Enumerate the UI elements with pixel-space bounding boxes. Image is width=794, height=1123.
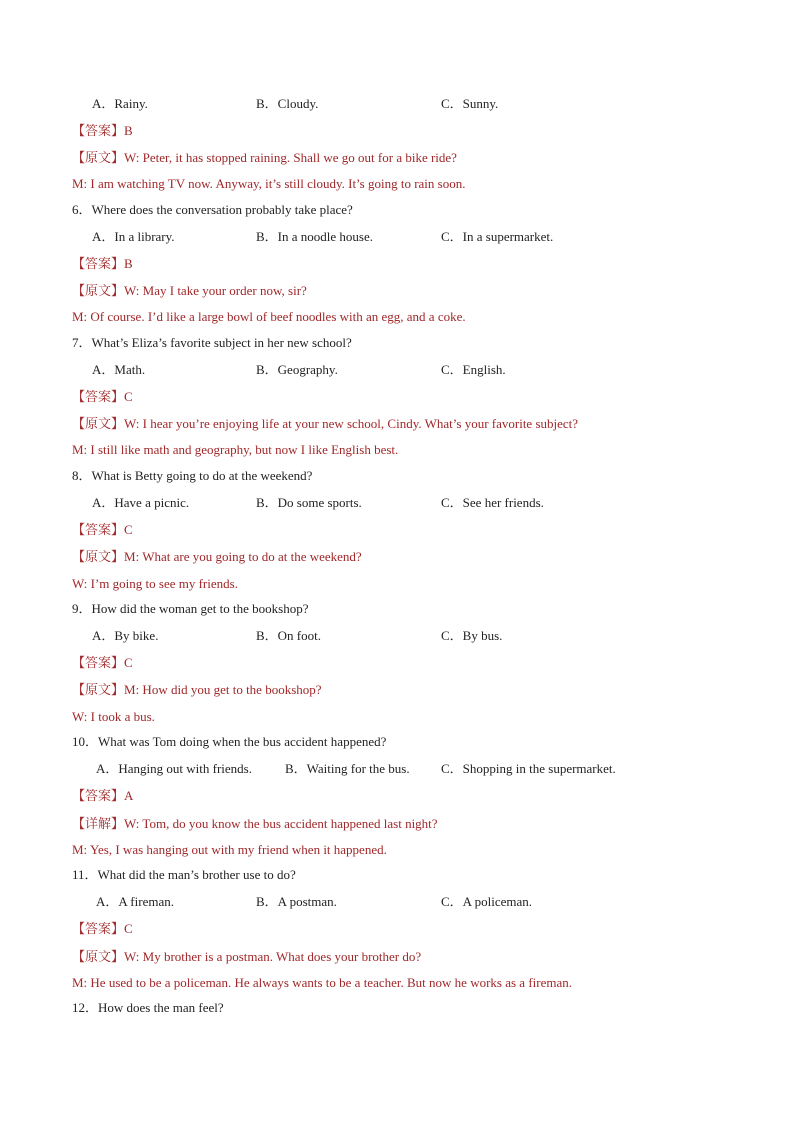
option-a: A．Have a picnic.	[92, 495, 190, 510]
option-c: C．In a supermarket.	[441, 229, 554, 244]
option-c: C．See her friends.	[441, 495, 544, 510]
script-text: W: May I take your order now, sir?	[124, 283, 307, 298]
question-11: 11．What did the man’s brother use to do?	[72, 867, 296, 882]
option-a: A．By bike.	[92, 628, 159, 643]
option-b: B．Do some sports.	[256, 495, 362, 510]
question-8: 8．What is Betty going to do at the weekend?	[72, 468, 313, 483]
answer-tag: 【答案】	[72, 389, 125, 404]
answer-tag: 【答案】	[72, 522, 125, 537]
script-line-2: M: I still like math and geography, but now I like English best.	[72, 442, 399, 457]
option-c: C．English.	[441, 362, 506, 377]
script-tag: 【原文】	[72, 150, 125, 165]
option-c: C．Sunny.	[441, 96, 499, 111]
answer-line	[72, 522, 133, 538]
script-line-2: M: He used to be a policeman. He always wants to be a teacher. But now he works as a fireman.	[72, 975, 572, 990]
script-line-2: W: I’m going to see my friends.	[72, 576, 238, 591]
script-tag: 【原文】	[72, 549, 125, 564]
script-line-2: M: Yes, I was hanging out with my friend when it happened.	[72, 842, 387, 857]
option-b: B．Waiting for the bus.	[285, 761, 410, 776]
script-tag: 【原文】	[72, 416, 125, 431]
option-b: B．Cloudy.	[256, 96, 319, 111]
option-c: C．A policeman.	[441, 894, 532, 909]
answer-line	[72, 123, 133, 139]
script-line	[72, 949, 421, 965]
answer-tag: 【答案】	[72, 921, 125, 936]
answer-tag: 【答案】	[72, 655, 125, 670]
answer-value: C	[124, 522, 133, 537]
script-tag: 【原文】	[72, 949, 125, 964]
option-c: C．Shopping in the supermarket.	[441, 761, 616, 776]
script-text: W: I hear you’re enjoying life at your new school, Cindy. What’s your favorite subject?	[124, 416, 579, 431]
answer-value: B	[124, 123, 133, 138]
option-b: B．Geography.	[256, 362, 338, 377]
script-line-2: W: I took a bus.	[72, 709, 155, 724]
option-a: A．Math.	[92, 362, 146, 377]
answer-line	[72, 921, 133, 937]
option-b: B．On foot.	[256, 628, 322, 643]
script-line	[72, 549, 362, 565]
answer-tag: 【答案】	[72, 123, 125, 138]
answer-line	[72, 788, 133, 804]
script-tag: 【原文】	[72, 283, 125, 298]
answer-value: C	[124, 921, 133, 936]
question-7: 7．What’s Eliza’s favorite subject in her new school?	[72, 335, 352, 350]
answer-value: B	[124, 256, 133, 271]
option-a: A．In a library.	[92, 229, 175, 244]
answer-value: C	[124, 389, 133, 404]
script-text: W: Tom, do you know the bus accident happened last night?	[124, 816, 438, 831]
answer-value: C	[124, 655, 133, 670]
answer-tag: 【答案】	[72, 256, 125, 271]
script-tag: 【原文】	[72, 682, 125, 697]
script-line-2: M: I am watching TV now. Anyway, it’s still cloudy. It’s going to rain soon.	[72, 176, 466, 191]
answer-line	[72, 389, 133, 405]
option-a: A．Rainy.	[92, 96, 148, 111]
script-text: W: My brother is a postman. What does your brother do?	[124, 949, 422, 964]
question-9: 9．How did the woman get to the bookshop?	[72, 601, 309, 616]
option-a: A．A fireman.	[96, 894, 174, 909]
answer-value: A	[124, 788, 134, 803]
option-b: B．A postman.	[256, 894, 337, 909]
script-text: M: How did you get to the bookshop?	[124, 682, 322, 697]
script-text: W: Peter, it has stopped raining. Shall we go out for a bike ride?	[124, 150, 457, 165]
answer-tag: 【答案】	[72, 788, 125, 803]
detail-line	[72, 816, 438, 832]
question-10: 10．What was Tom doing when the bus accident happened?	[72, 734, 387, 749]
answer-line	[72, 655, 133, 671]
question-6: 6．Where does the conversation probably take place?	[72, 202, 353, 217]
option-c: C．By bus.	[441, 628, 503, 643]
option-a: A．Hanging out with friends.	[96, 761, 252, 776]
script-text: M: What are you going to do at the weekend?	[124, 549, 362, 564]
option-b: B．In a noodle house.	[256, 229, 373, 244]
script-line	[72, 416, 578, 432]
script-line-2: M: Of course. I’d like a large bowl of beef noodles with an egg, and a coke.	[72, 309, 466, 324]
question-12: 12．How does the man feel?	[72, 1000, 224, 1015]
detail-tag: 【详解】	[72, 816, 125, 831]
script-line	[72, 283, 307, 299]
script-line	[72, 682, 322, 698]
answer-line	[72, 256, 133, 272]
script-line	[72, 150, 457, 166]
